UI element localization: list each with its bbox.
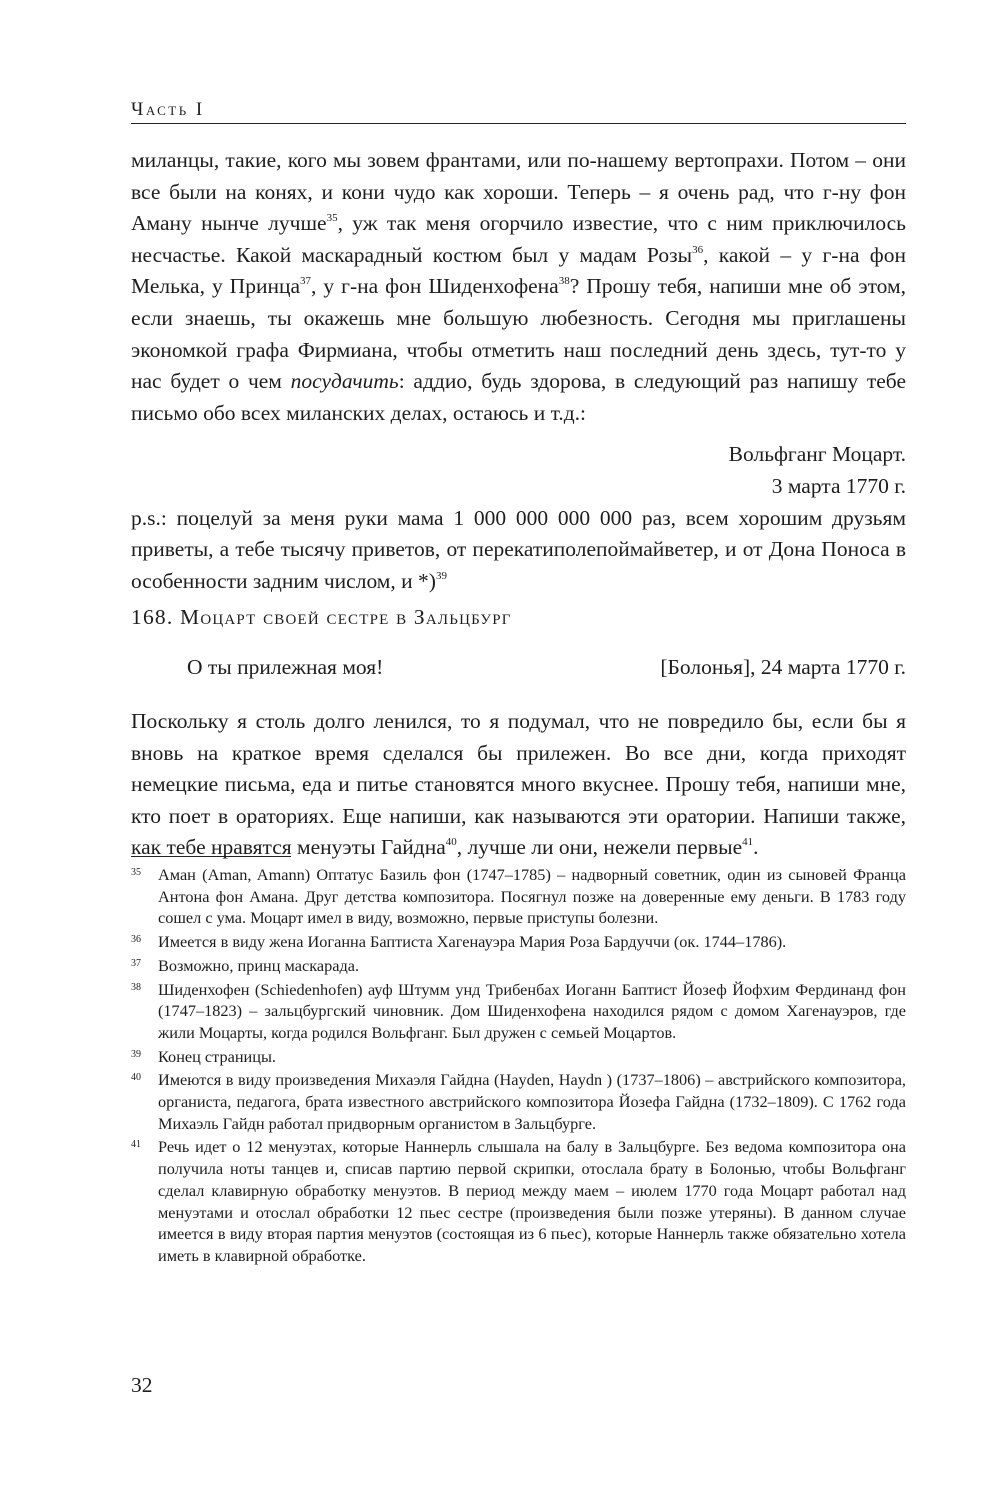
text-run: , лучше ли они, нежели первые	[456, 835, 743, 860]
footnote-ref-37[interactable]: 37	[300, 275, 312, 288]
footnote-text: Конец страницы.	[158, 1046, 276, 1066]
text-run: , уж так меня огорчило известие, что с ним приключилось несчастье. Какой маскарадный костюм был у мадам Розы	[131, 211, 906, 267]
footnote-number: 40	[131, 1072, 141, 1084]
text-run: Поскольку я столь долго ленился, то я подумал, что не повредило бы, если бы я вновь на краткое время сделался бы прилежен. Во все дни, когда приходят немецкие письма, еда и питье становятся много вкуснее. Прошу тебя, напиши мне, кто поет в ораториях. Еще напиши, как называются эти оратории. Напиши также, как тебе нравятся менуэты Гайдна	[131, 709, 906, 860]
letter-168-title: 168. Моцарт своей сестре в Зальцбург	[131, 605, 512, 629]
footnote	[131, 979, 906, 1044]
running-head: Часть I	[131, 99, 205, 120]
footnote-ref-40[interactable]: 40	[445, 836, 457, 849]
postscript	[131, 503, 906, 598]
footnote-ref-35[interactable]: 35	[326, 212, 338, 225]
footnote	[131, 1069, 906, 1134]
footnote-ref-39[interactable]: 39	[435, 569, 447, 582]
footnote-ref-41[interactable]: 41	[742, 836, 754, 849]
footnote	[131, 931, 906, 953]
footnote-text: Имеются в виду произведения Михаэля Гайдна (Hayden, Haydn ) (1737–1806) – австрийского композитора, органиста, педагога, брата известного австрийского композитора Йозефа Гайдна (1732–1809). С 1762 года Михаэль Гайдн работал придворным органистом в Зальцбурге.	[158, 1070, 906, 1133]
place-date: [Болонья], 24 марта 1770 г.	[660, 655, 906, 679]
footnote-text: Возможно, принц маскарада.	[158, 955, 360, 975]
text-run: , какой – у г-на фон Мелька, у Принца	[131, 242, 906, 299]
footnote-number: 35	[131, 867, 141, 878]
footnote-text: Шиденхофен (Schiedenhofen) ауф Штумм унд Трибенбах Иоганн Баптист Йозеф Йофхим Фердинанд фон (1747–1823) – зальцбургский чиновник. Дом Шиденхофена находился рядом с домом Хагенауэров, где жили Моцарты, когда родился Вольфганг. Был дружен с семьей Моцартов.	[158, 979, 906, 1042]
text-run: , у г-на фон Шиденхофена	[311, 274, 559, 299]
footnote-text: Имеется в виду жена Иоганна Баптиста Хагенауэра Мария Роза Бардуччи (ок. 1744–1786).	[158, 932, 787, 952]
text-run: ? Прошу тебя, напиши мне об этом, если знаешь, ты окажешь мне большую любезность. Сегодня мы приглашены экономкой графа Фирмиана, чтобы отметить наш последний день здесь, тут-то у нас будет о чем	[131, 274, 907, 394]
footnote	[131, 1136, 906, 1266]
footnote	[131, 955, 906, 977]
footnote-text: Речь идет о 12 менуэтах, которые Наннерль слышала на балу в Зальцбурге. Без ведома композитора она получила ноты танцев и, списав партию первой скрипки, отослала брату в Болонью, чтобы Вольфганг сделал клавирную обработку менуэтов. В период между маем – июлем 1770 года Моцарт работал над менуэтами и отослал обработки 12 пьес сестре (произведения были позже утеряны). В данном случае имеется в виду вторая партия менуэтов (состоящая из 6 пьес), которые Наннерль также обязательно хотела иметь в клавирной обработке.	[158, 1137, 906, 1265]
letter-paragraph	[131, 145, 906, 429]
footnote-number: 41	[131, 1139, 141, 1151]
letter-167-ending	[131, 145, 906, 597]
greeting: О ты прилежная моя!	[187, 655, 384, 679]
signature-block	[131, 439, 906, 502]
footnote-number: 39	[131, 1048, 141, 1060]
signature: Вольфганг Моцарт.	[728, 442, 906, 467]
footnote-number: 36	[131, 934, 141, 946]
footnote-text: Аман (Aman, Amann) Оптатус Базиль фон (1747–1785) – надворный советник, один из сыновей Франца Антона фон Амана. Друг детства композитора. Посягнул позже на доверенные ему деньги. В 1783 году сошел с ума. Моцарт имел в виду, возможно, первые приступы болезни.	[158, 865, 906, 928]
footnote-rule	[131, 856, 291, 857]
footnote-number: 37	[131, 957, 141, 969]
text-run: p.s.: поцелуй за меня руки мама 1 000 000 000 000 раз, всем хорошим друзьям приветы, а тебе тысячу приветов, от перекатиполепоймайветер, и от Дона Поноса в особенности задним числом, и *)	[131, 505, 906, 593]
signature-date: 3 марта 1770 г.	[771, 473, 906, 498]
footnote-number: 38	[131, 981, 141, 993]
letter-168-body	[131, 706, 906, 864]
footnote-ref-38[interactable]: 38	[558, 275, 570, 288]
footnote-ref-36[interactable]: 36	[692, 243, 704, 256]
footnotes	[131, 864, 906, 1269]
header-rule	[131, 123, 906, 124]
text-run: миланцы, такие, кого мы зовем франтами, или по-нашему вертопрахи. Потом – они все были на конях, и кони чудо как хороши. Теперь – я очень рад, что г-ну фон Аману нынче лучше	[131, 148, 906, 236]
book-page	[131, 0, 906, 1505]
footnote	[131, 1046, 906, 1068]
text-run: : аддио, будь здорова, в следующий раз напишу тебе письмо обо всех миланских делах, остаюсь и т.д.:	[131, 369, 906, 425]
text-run: .	[753, 835, 759, 860]
footnote	[131, 864, 906, 929]
italic-word: посудачить	[290, 369, 399, 394]
page-number: 32	[131, 1373, 153, 1397]
